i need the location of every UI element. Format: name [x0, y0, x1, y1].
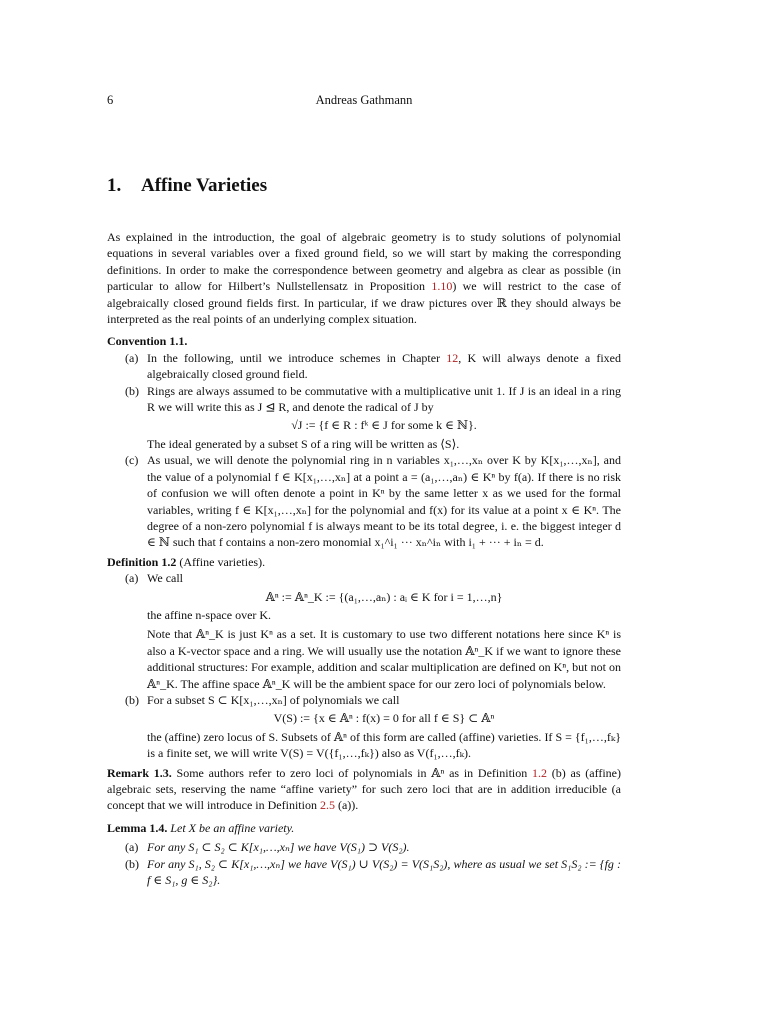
ref-proposition-1-10[interactable]: 1.10 — [431, 279, 453, 294]
convention-item-a: (a) In the following, until we introduce schemes in Chapter 12, K will always denote a fixed algebraically closed ground field. — [125, 350, 621, 382]
convention-item-c: (c) As usual, we will denote the polynomial ring in n variables x₁,…,xₙ over K by K[x₁,…,xₙ], and the value of a polynomial f ∈ K[x₁,…,xₙ] at a point a = (a₁,…,aₙ) ∈ Kⁿ by f(a). If there is no risk of confusion we will often denote a point in Kⁿ by the same letter x as we used for the formal variables, writing f ∈ K[x₁,…,xₙ] for the polynomial and f(x) for its value at a point x ∈ Kⁿ. The degree of a non-zero polynomial f is always meant to be its total degree, i. e. the biggest integer d ∈ ℕ such that f contains a non-zero monomial x₁^i₁ ··· xₙ^iₙ with i₁ + ··· + iₙ = d. — [125, 453, 621, 550]
ideal-generated-note: The ideal generated by a subset S of a ring will be written as ⟨S⟩. — [147, 436, 460, 451]
convention-item-b: (b) Rings are always assumed to be commutative with a multiplicative unit 1. If J is an ideal in a ring R we will write this as J ⊴ R, and denote the radical of J by — [125, 383, 621, 415]
chapter-number: 1. — [107, 175, 122, 196]
definition-item-a: (a) We call — [125, 571, 184, 586]
running-author: Andreas Gathmann — [315, 93, 413, 107]
main-text — [107, 229, 621, 888]
ref-chapter-12[interactable]: 12 — [446, 350, 459, 365]
definition-title: Definition 1.2 (Affine varieties). — [107, 554, 266, 569]
definition-item-b: (b) For a subset S ⊂ K[x₁,…,xₙ] of polynomials we call — [125, 692, 400, 707]
affine-space-formula: 𝔸ⁿ := 𝔸ⁿ_K := {(a₁,…,aₙ) : aᵢ ∈ K for i = 1,…,n} — [265, 589, 503, 604]
page-number: 6 — [107, 93, 114, 107]
affine-space-caption: the affine n-space over K. — [147, 607, 272, 622]
ref-definition-2-5[interactable]: 2.5 — [319, 798, 335, 813]
remark-title: Remark 1.3. — [107, 765, 172, 780]
convention-title: Convention 1.1. — [107, 334, 188, 349]
lemma-title: Lemma 1.4. Let X be an affine variety. — [107, 820, 295, 835]
ref-definition-1-2[interactable]: 1.2 — [532, 765, 547, 780]
chapter-title: Affine Varieties — [141, 175, 268, 196]
lemma-item-b: (b) For any S₁, S₂ ⊂ K[x₁,…,xₙ] we have V(S₁) ∪ V(S₂) = V(S₁S₂), where as usual we set S₁S₂ := {fg : f ∈ S₁, g ∈ S₂}. — [125, 856, 621, 888]
zero-locus-formula: V(S) := {x ∈ 𝔸ⁿ : f(x) = 0 for all f ∈ S} ⊂ 𝔸ⁿ — [273, 711, 495, 726]
lemma-item-a: (a) For any S₁ ⊂ S₂ ⊂ K[x₁,…,xₙ] we have V(S₁) ⊃ V(S₂). — [125, 840, 410, 855]
chapter-heading — [107, 175, 267, 197]
page-header — [107, 93, 621, 109]
radical-formula: √J := {f ∈ R : fᵏ ∈ J for some k ∈ ℕ}. — [291, 418, 477, 433]
affine-space-note: Note that 𝔸ⁿ_K is just Kⁿ as a set. It is customary to use two different notations here since Kⁿ is also a K-vector space and a ring. We will usually use the notation 𝔸ⁿ_K if we want to ignore these additional structures: For example, addition and scalar multiplication are defined on Kⁿ, but not on 𝔸ⁿ_K. The affine space 𝔸ⁿ_K will be the ambient space for our zero loci of polynomials below. — [147, 627, 621, 691]
zero-locus-caption: the (affine) zero locus of S. Subsets of 𝔸ⁿ of this form are called (affine) varieties. If S = {f₁,…,fₖ} is a finite set, we will write V(S) = V({f₁,…,fₖ}) also as V(f₁,…,fₖ). — [147, 729, 621, 761]
remark-paragraph: Remark 1.3. Some authors refer to zero loci of polynomials in 𝔸ⁿ as in Definition 1.2 (b) as (affine) algebraic sets, reserving the name “affine variety” for such zero loci that are in addition irreducible (a concept that we will introduce in Definition 2.5 (a)). — [107, 765, 622, 813]
intro-paragraph: As explained in the introduction, the goal of algebraic geometry is to study solutions of polynomial equations in several variables over a fixed ground field, so we will start by making the corresponding definitions. In order to make the correspondence between geometry and algebra as clear as possible (in particular to allow for Hilbert’s Nullstellensatz in Proposition 1.10) we will restrict to the case of algebraically closed ground fields first. In particular, if we draw pictures over ℝ they should always be interpreted as the real points of an underlying complex situation. — [107, 230, 621, 327]
